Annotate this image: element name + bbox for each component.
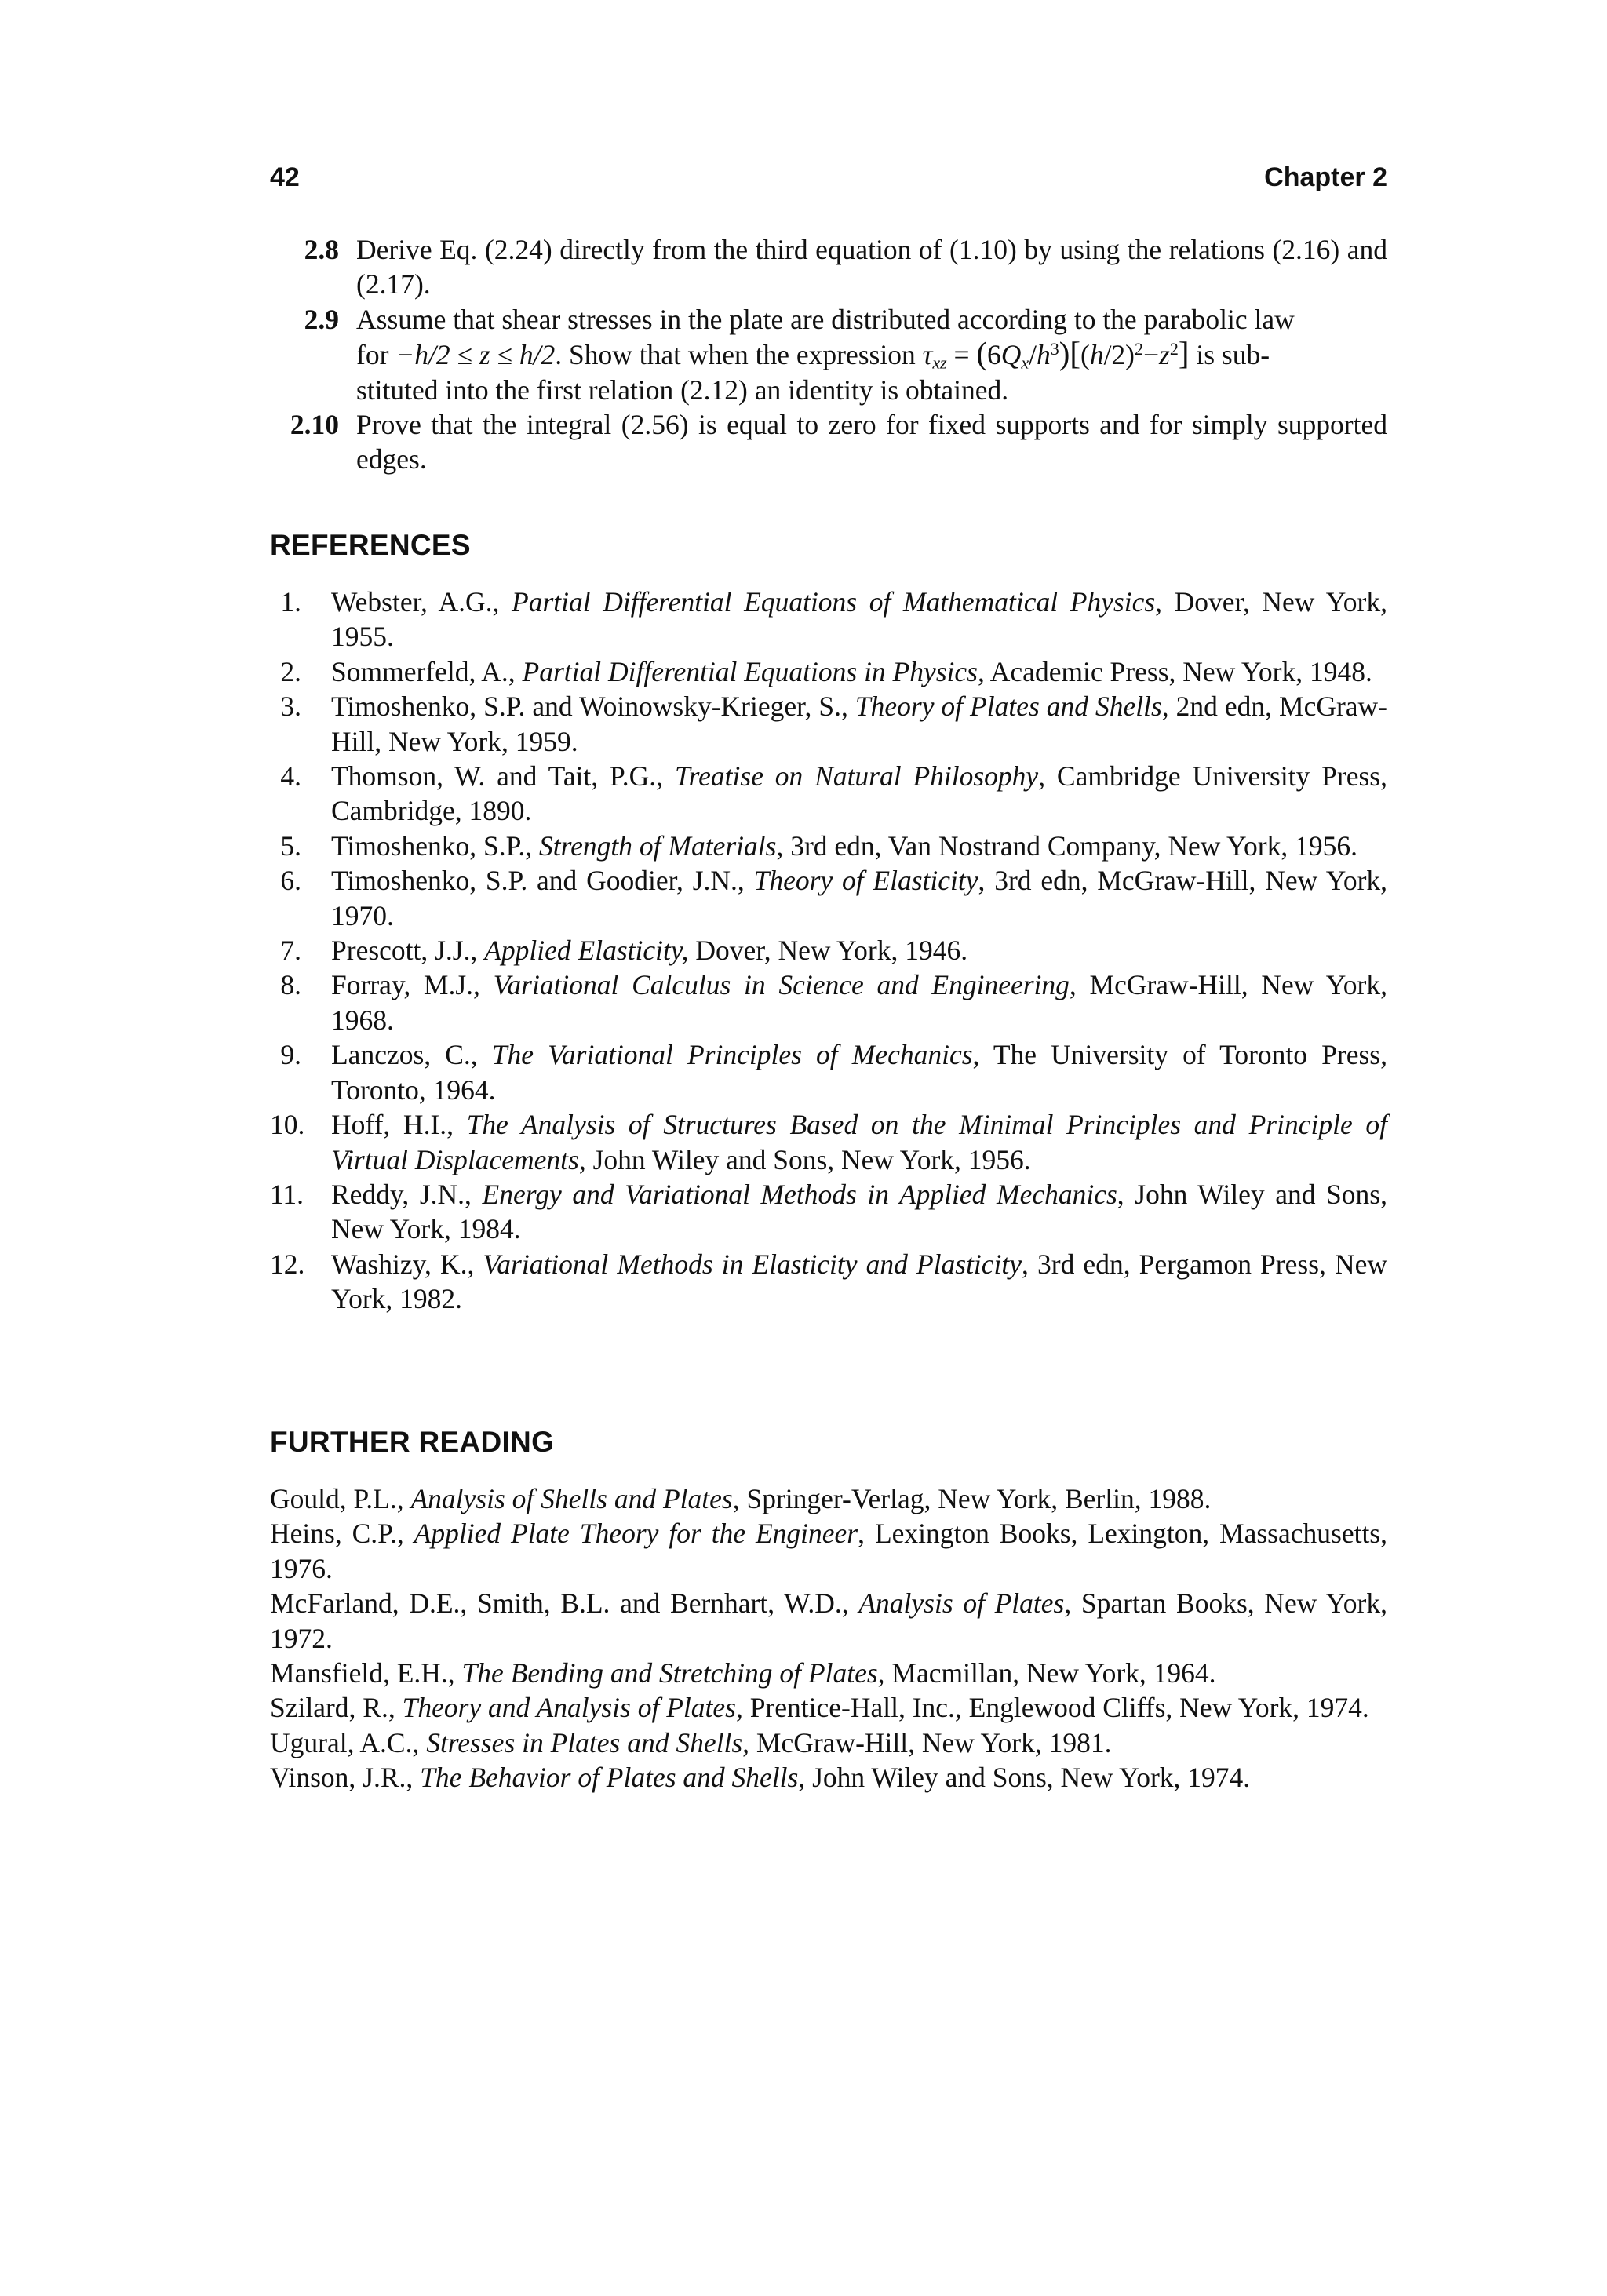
running-header bbox=[270, 162, 1387, 199]
further-reading-item bbox=[270, 1516, 1387, 1586]
reference-text bbox=[331, 863, 1387, 933]
reference-title: The Bending and Stretching of Plates, bbox=[461, 1657, 885, 1689]
reference-number: 10. bbox=[270, 1109, 305, 1141]
problem-number: 2.9 bbox=[304, 303, 339, 335]
reference-publication: , Springer-Verlag, New York, Berlin, 1988. bbox=[732, 1483, 1212, 1514]
reference-publication: , Academic Press, New York, 1948. bbox=[978, 655, 1372, 687]
reference-author: Gould, P.L., bbox=[270, 1483, 411, 1514]
reference-publication: , John Wiley and Sons, New York, 1984. bbox=[331, 1178, 1387, 1245]
further-reading-item bbox=[270, 1690, 1387, 1725]
reference-title: Theory of Elasticity bbox=[753, 865, 978, 897]
reference-title: Variational Methods in Elasticity and Plasticity bbox=[483, 1248, 1022, 1280]
problem-text: Derive Eq. (2.24) directly from the third equation of (1.10) by using the relations (2.16) and (2.17). bbox=[356, 234, 1387, 301]
problem-item bbox=[270, 232, 1387, 302]
problem-item bbox=[270, 302, 1387, 407]
reference-title: Analysis of Shells and Plates bbox=[410, 1483, 733, 1514]
reference-title: Partial Differential Equations in Physics bbox=[522, 655, 978, 687]
reference-text bbox=[270, 1518, 1387, 1584]
reference-publication: 2nd edn, McGraw-Hill, New York, 1959. bbox=[331, 691, 1388, 757]
reference-publication: , Prentice-Hall, Inc., Englewood Cliffs, New York, 1974. bbox=[735, 1692, 1369, 1724]
reference-publication: Dover, New York, 1946. bbox=[688, 935, 968, 967]
reference-author: Timoshenko, S.P. and Woinowsky-Krieger, S., bbox=[331, 691, 855, 723]
reference-author: Sommerfeld, A., bbox=[331, 655, 523, 687]
reference-text bbox=[270, 1727, 1112, 1758]
reference-text bbox=[331, 689, 1387, 759]
reference-text bbox=[270, 1587, 1387, 1653]
reference-number: 3. bbox=[280, 691, 301, 723]
further-reading-item bbox=[270, 1481, 1387, 1516]
problem-number: 2.10 bbox=[290, 409, 339, 441]
reference-text bbox=[270, 1692, 1369, 1723]
reference-author: Lanczos, C., bbox=[331, 1039, 492, 1071]
math-formula: $\tau_{xz} = (6Q_x/h^3)[(h/2)^2-z^2]$ bbox=[922, 336, 1190, 373]
reference-number: 6. bbox=[280, 865, 301, 897]
further-reading-heading: FURTHER READING bbox=[270, 1426, 555, 1458]
reference-text bbox=[331, 585, 1387, 654]
reference-author: Thomson, W. and Tait, P.G., bbox=[331, 760, 675, 793]
reference-title: Theory of Plates and Shells, bbox=[855, 691, 1169, 723]
reference-text bbox=[270, 1483, 1211, 1514]
reference-publication: , Spartan Books, New York, 1972. bbox=[270, 1587, 1387, 1654]
reference-number: 11. bbox=[270, 1178, 304, 1210]
reference-text bbox=[331, 1177, 1387, 1247]
further-reading-item bbox=[270, 1726, 1387, 1760]
text-fragment: is sub- bbox=[1189, 339, 1270, 371]
reference-author: Hoff, H.I., bbox=[331, 1109, 467, 1141]
reference-publication: , 3rd edn, Van Nostrand Company, New York, 1956. bbox=[776, 829, 1357, 862]
reference-author: Ugural, A.C., bbox=[270, 1726, 427, 1758]
reference-number: 9. bbox=[280, 1039, 301, 1071]
reference-publication: , John Wiley and Sons, New York, 1956. bbox=[578, 1143, 1031, 1175]
problem-text bbox=[356, 302, 1387, 407]
reference-item bbox=[270, 1247, 1387, 1317]
reference-item bbox=[270, 689, 1387, 759]
problem-item bbox=[270, 407, 1387, 477]
reference-publication: , Lexington Books, Lexington, Massachusetts, 1976. bbox=[270, 1518, 1387, 1584]
reference-text bbox=[331, 1247, 1387, 1317]
reference-title: The Analysis of Structures Based on the Minimal Principles and Principle of Virtual Displacements bbox=[331, 1109, 1387, 1175]
reference-author: McFarland, D.E., Smith, B.L. and Bernhart, W.D., bbox=[270, 1587, 859, 1620]
reference-text bbox=[331, 759, 1387, 829]
further-reading-item bbox=[270, 1586, 1387, 1656]
reference-author: Webster, A.G., bbox=[331, 586, 512, 618]
reference-publication: , McGraw-Hill, New York, 1981. bbox=[742, 1726, 1112, 1758]
reference-item bbox=[270, 585, 1387, 654]
reference-publication: , 3rd edn, Pergamon Press, New York, 1982. bbox=[331, 1248, 1388, 1315]
reference-title: Stresses in Plates and Shells bbox=[426, 1726, 743, 1758]
reference-title: The Behavior of Plates and Shells, bbox=[420, 1762, 806, 1794]
problem-line: Assume that shear stresses in the plate are distributed according to the parabolic law bbox=[356, 303, 1295, 335]
reference-publication: , The University of Toronto Press, Toronto, 1964. bbox=[331, 1039, 1387, 1106]
reference-author: Timoshenko, S.P., bbox=[331, 829, 540, 862]
reference-text bbox=[270, 1657, 1216, 1689]
reference-publication: , Cambridge University Press, Cambridge, 1890. bbox=[331, 760, 1387, 827]
reference-title: Partial Differential Equations of Mathematical Physics bbox=[512, 586, 1156, 618]
references-heading: REFERENCES bbox=[270, 529, 471, 561]
reference-item bbox=[270, 829, 1387, 863]
chapter-label: Chapter 2 bbox=[1264, 162, 1387, 192]
reference-publication: , 3rd edn, McGraw-Hill, New York, 1970. bbox=[331, 865, 1388, 931]
reference-title: Applied Plate Theory for the Engineer bbox=[414, 1518, 858, 1550]
math-range: −h/2 ≤ z ≤ h/2 bbox=[395, 339, 556, 371]
reference-title: Applied Elasticity, bbox=[484, 935, 689, 967]
reference-item bbox=[270, 654, 1387, 689]
reference-number: 2. bbox=[280, 655, 301, 687]
reference-author: Vinson, J.R., bbox=[270, 1762, 421, 1794]
problem-line bbox=[356, 337, 1387, 372]
reference-author: Heins, C.P., bbox=[270, 1518, 414, 1550]
reference-text bbox=[331, 829, 1387, 863]
reference-number: 5. bbox=[280, 829, 301, 862]
reference-title: Variational Calculus in Science and Engineering bbox=[493, 969, 1070, 1001]
reference-title: Treatise on Natural Philosophy bbox=[674, 760, 1039, 793]
reference-publication: John Wiley and Sons, New York, 1974. bbox=[805, 1762, 1251, 1794]
problem-list bbox=[270, 232, 1387, 477]
reference-text bbox=[331, 933, 1387, 968]
reference-text bbox=[331, 654, 1387, 689]
reference-text bbox=[331, 1037, 1387, 1107]
reference-item bbox=[270, 759, 1387, 829]
reference-number: 8. bbox=[280, 969, 301, 1001]
further-reading-item bbox=[270, 1656, 1387, 1690]
reference-author: Szilard, R., bbox=[270, 1692, 403, 1724]
reference-number: 1. bbox=[280, 586, 301, 618]
text-fragment: . Show that when the expression bbox=[555, 339, 923, 371]
reference-author: Washizy, K., bbox=[331, 1248, 483, 1280]
reference-item bbox=[270, 863, 1387, 933]
reference-title: The Variational Principles of Mechanics bbox=[491, 1039, 973, 1071]
further-reading-item bbox=[270, 1760, 1387, 1795]
reference-author: Mansfield, E.H., bbox=[270, 1657, 462, 1689]
reference-author: Timoshenko, S.P. and Goodier, J.N., bbox=[331, 865, 754, 897]
problem-text: Prove that the integral (2.56) is equal to zero for fixed supports and for simply supported edges. bbox=[356, 409, 1387, 476]
reference-publication: Macmillan, New York, 1964. bbox=[884, 1657, 1216, 1689]
reference-item bbox=[270, 1037, 1387, 1107]
reference-author: Reddy, J.N., bbox=[331, 1178, 483, 1210]
reference-number: 4. bbox=[280, 760, 301, 793]
reference-item bbox=[270, 1177, 1387, 1247]
reference-publication: , Dover, New York, 1955. bbox=[331, 586, 1387, 653]
reference-item bbox=[270, 968, 1387, 1037]
reference-title: Theory and Analysis of Plates bbox=[402, 1692, 736, 1724]
reference-publication: , McGraw-Hill, New York, 1968. bbox=[331, 969, 1388, 1036]
reference-list bbox=[270, 585, 1387, 1317]
text-fragment: for bbox=[356, 339, 396, 371]
reference-text bbox=[331, 968, 1387, 1037]
problem-line: stituted into the first relation (2.12) an identity is obtained. bbox=[356, 374, 1009, 406]
reference-author: Forray, M.J., bbox=[331, 969, 494, 1001]
reference-text bbox=[270, 1762, 1250, 1793]
reference-author: Prescott, J.J., bbox=[331, 935, 485, 967]
reference-item bbox=[270, 1107, 1387, 1177]
reference-title: Analysis of Plates bbox=[858, 1587, 1065, 1620]
further-reading-list bbox=[270, 1481, 1387, 1795]
reference-text bbox=[331, 1107, 1387, 1177]
page-number: 42 bbox=[270, 162, 300, 192]
reference-item bbox=[270, 933, 1387, 968]
reference-title: Energy and Variational Methods in Applied Mechanics bbox=[482, 1178, 1117, 1210]
problem-number: 2.8 bbox=[304, 234, 339, 265]
reference-number: 12. bbox=[270, 1248, 305, 1280]
reference-number: 7. bbox=[280, 935, 301, 967]
reference-title: Strength of Materials bbox=[539, 829, 777, 862]
